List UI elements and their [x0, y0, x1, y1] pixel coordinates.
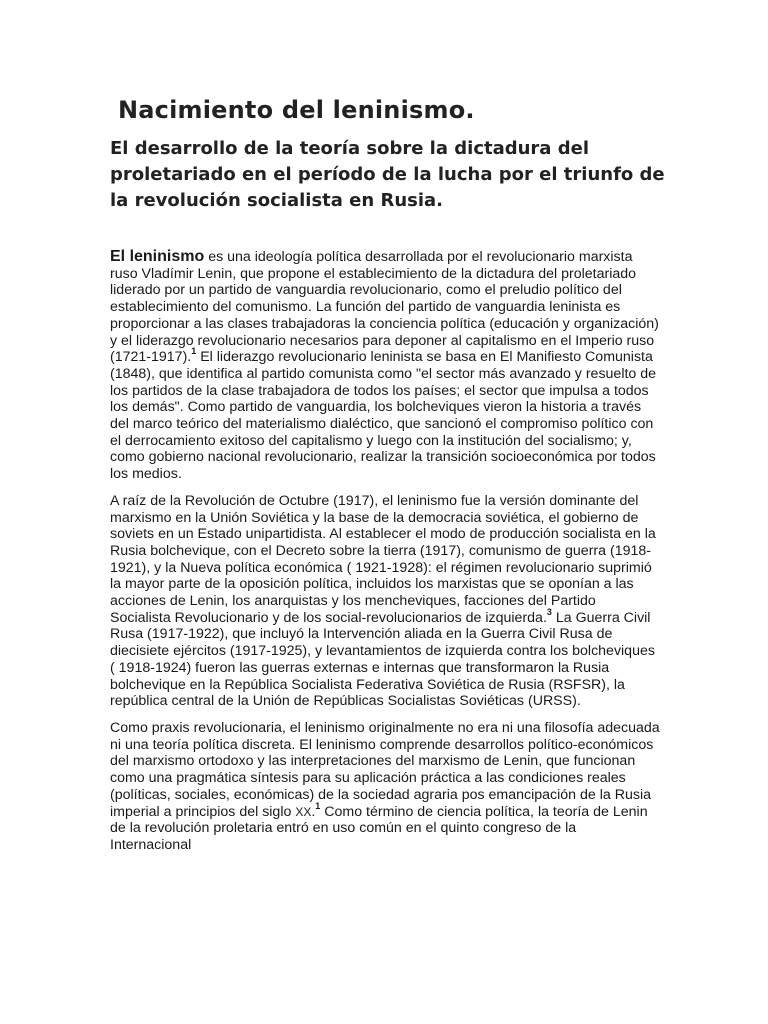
paragraph-3-text-a: Como praxis revolucionaria, el leninismo originalmente no era ni una filosofía adecuada ni una teoría política discreta. El leninismo comprende desarrollos político-económicos del marxismo ortodoxo y las interpretaciones del marxismo de Lenin, que funcionan como una pragmática síntesis para su aplicación práctica a las condiciones reales (políticas, sociales, económicas) de la sociedad agraria pos emancipación de la Rusia imperial a principios del siglo [110, 719, 660, 820]
paragraph-3-text-b: Como término de ciencia política, la teoría de Lenin de la revolución proletaria entró en uso común en el quinto congreso de la Internacional [110, 803, 648, 853]
lead-term: El leninismo [110, 248, 205, 265]
footnote-ref: 1 [315, 800, 321, 811]
page-title: Nacimiento del leninismo. [118, 96, 475, 124]
paragraph-2-text-b: La Guerra Civil Rusa (1917-1922), que incluyó la Intervención aliada en la Guerra Civil Rusa de diecisiete ejércitos (1917-1925), y levantamientos de izquierda contra los bolcheviques ( 1918-1924) fueron las guerras externas e internas que transformaron la Rusia bolchevique en la República Socialista Federativa Soviética de Rusia (RSFSR), la república central de la Unión de Repúblicas Socialistas Soviéticas (URSS). [110, 609, 655, 710]
article-body [110, 249, 660, 864]
paragraph-1-text-b: El liderazgo revolucionario leninista se basa en El Manifiesto Comunista (1848), que identifica al partido comunista como "el sector más avanzado y resuelto de los partidos de la clase trabajadora de todos los países; el sector que impulsa a todos los demás". Como partido de vanguardia, los bolcheviques vieron la historia a través del marco teórico del materialismo dialéctico, que sancionó el compromiso político con el derrocamiento exitoso del capitalismo y luego con la institución del socialismo; y, como gobierno nacional revolucionario, realizar la transición socioeconómica por todos los medios. [110, 349, 657, 483]
footnote-ref: 3 [546, 607, 552, 618]
paragraph-1-text-a: es una ideología política desarrollada por el revolucionario marxista ruso Vladímir Lenin, que propone el establecimiento de la dictadura del proletariado liderado por un partido de vanguardia revolucionario, como el preludio político del establecimiento del comunismo. La función del partido de vanguardia leninista es proporcionar a las clases trabajadoras la conciencia política (educación y organización) y el liderazgo revolucionario necesarios para deponer al capitalismo en el Imperio ruso (1721-1917). [110, 249, 659, 366]
paragraph-3 [110, 720, 660, 854]
paragraph-3-period: . [311, 803, 316, 820]
subtitle: El desarrollo de la teoría sobre la dictadura del proletariado en el período de la lucha por el triunfo de la revolución socialista en Rusia. [110, 138, 665, 211]
paragraph-1 [110, 249, 660, 483]
paragraph-2-text-a: A raíz de la Revolución de Octubre (1917), el leninismo fue la versión dominante del marxismo en la Unión Soviética y la base de la democracia soviética, el gobierno de soviets en un Estado unipartidista. Al establecer el modo de producción socialista en la Rusia bolchevique, con el Decreto sobre la tierra (1917), comunismo de guerra (1918-1921), y la Nueva política económica ( 1921-1928): el régimen revolucionario suprimió la mayor parte de la oposición política, incluidos los marxistas que se oponían a las acciones de Lenin, los anarquistas y los mencheviques, facciones del Partido Socialista Revolucionario y de los social-revolucionarios de izquierda. [110, 492, 656, 626]
century-numeral: XX [295, 804, 312, 819]
paragraph-2 [110, 493, 660, 710]
footnote-ref: 1 [191, 346, 197, 357]
